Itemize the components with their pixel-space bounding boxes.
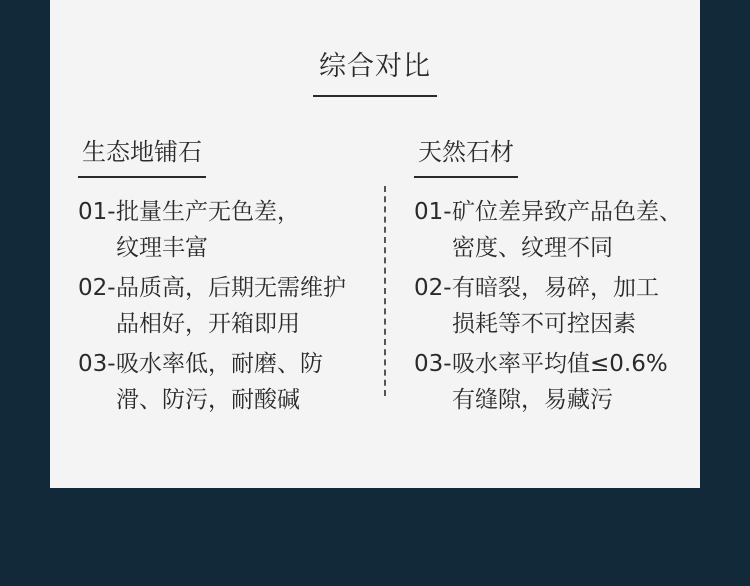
- right-item-2-number: 02-: [414, 275, 452, 301]
- left-item-1-number: 01-: [78, 199, 116, 225]
- left-item-1: [78, 194, 378, 266]
- right-item-1: [414, 194, 714, 266]
- column-divider: [384, 186, 386, 396]
- left-item-2-text: [116, 270, 378, 342]
- right-item-2-line-1: 有暗裂，易碎，加工: [452, 275, 659, 301]
- left-item-1-line-2: 纹理丰富: [116, 235, 208, 261]
- right-item-3-number: 03-: [414, 351, 452, 377]
- left-item-3-number: 03-: [78, 351, 116, 377]
- right-item-1-line-1: 矿位差异致产品色差、: [452, 199, 682, 225]
- left-column-header: 生态地铺石: [78, 132, 206, 178]
- left-item-3-text: [116, 346, 378, 418]
- right-item-3-text: [452, 346, 714, 418]
- right-item-2: [414, 270, 714, 342]
- right-column-header: 天然石材: [414, 132, 518, 178]
- left-item-1-text: [116, 194, 378, 266]
- left-item-3: [78, 346, 378, 418]
- right-item-3-line-2: 有缝隙，易藏污: [452, 387, 613, 413]
- left-item-2-line-2: 品相好，开箱即用: [116, 311, 300, 337]
- left-column: [78, 132, 378, 422]
- right-item-1-number: 01-: [414, 199, 452, 225]
- page-title: 综合对比: [313, 44, 437, 97]
- left-item-2-line-1: 品质高，后期无需维护: [116, 275, 346, 301]
- right-item-3: [414, 346, 714, 418]
- right-item-3-line-1: 吸水率平均值≤0.6%: [452, 351, 668, 377]
- right-item-1-text: [452, 194, 714, 266]
- left-item-2: [78, 270, 378, 342]
- left-item-1-line-1: 批量生产无色差，: [116, 199, 300, 225]
- right-item-2-line-2: 损耗等不可控因素: [452, 311, 636, 337]
- right-column: [414, 132, 714, 422]
- left-item-2-number: 02-: [78, 275, 116, 301]
- right-item-1-line-2: 密度、纹理不同: [452, 235, 613, 261]
- left-item-3-line-1: 吸水率低，耐磨、防: [116, 351, 323, 377]
- comparison-card: [50, 0, 700, 488]
- page-title-wrap: [50, 44, 700, 97]
- right-item-2-text: [452, 270, 714, 342]
- left-item-3-line-2: 滑、防污，耐酸碱: [116, 387, 300, 413]
